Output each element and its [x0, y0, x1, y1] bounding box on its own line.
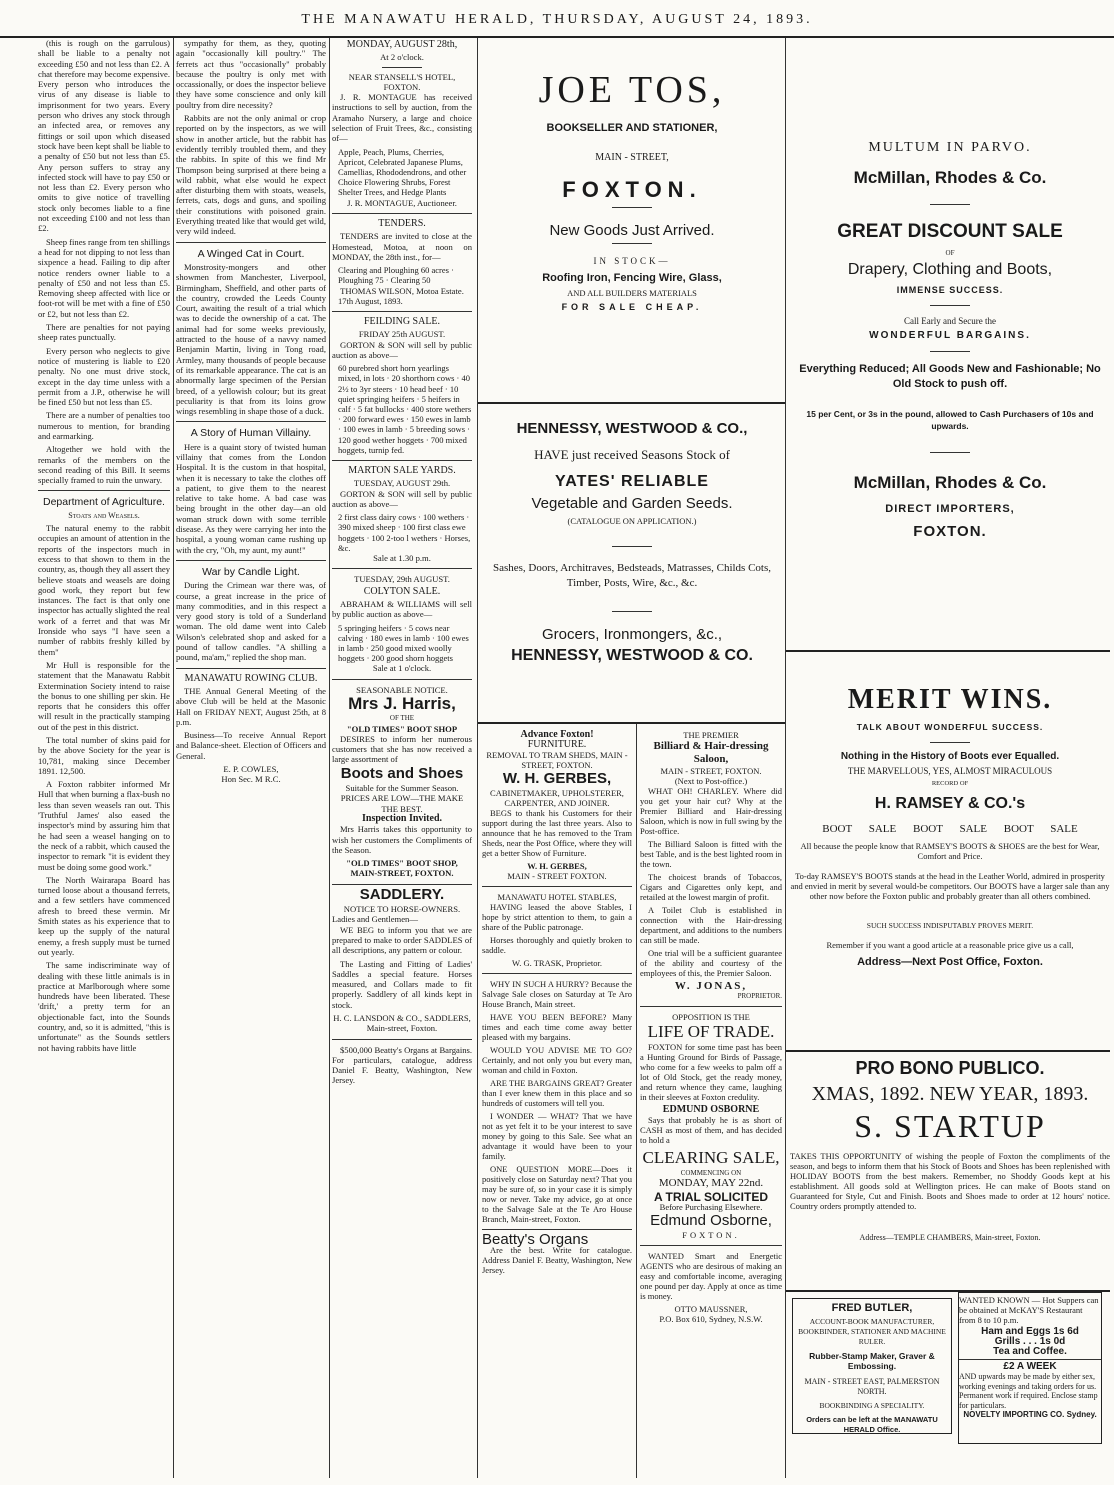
osborne-trial: A TRIAL SOLICITED [654, 1190, 768, 1204]
paragraph: A Toilet Club is established in connection with the Hair-dressing department, and additions to the numbers can still be made. [640, 905, 782, 945]
premier-title: Billiard & Hair-dressing Saloon, [653, 740, 769, 765]
mcmillan-importers: DIRECT IMPORTERS, [885, 503, 1015, 515]
hennessy-goods: Sashes, Doors, Architraves, Bedsteads, Matrasses, Childs Cots, Timber, Posts, Wire, &c., &c. [492, 562, 772, 589]
ramsey-talk: TALK ABOUT WONDERFUL SUCCESS. [856, 722, 1044, 732]
paragraph: Every person who neglects to give notice of mustering is liable to £20 penalty. No one must drive stock, except in the day time unless with a permit from a J.P., otherwise he will be fined £50 but not less than £5. [38, 345, 170, 408]
divider [786, 1050, 1110, 1052]
beatty-title: Beatty's Organs [482, 1231, 589, 1248]
column-2 [176, 38, 326, 1478]
ramsey-proves: SUCH SUCCESS INDISPUTABLY PROVES MERIT. [866, 921, 1034, 930]
feilding-date: FRIDAY 25th AUGUST. [358, 329, 446, 340]
signature-title: Hon Sec. M R.C. [221, 774, 281, 785]
paragraph: One trial will be a sufficient guarantee of the ability and courtesy of the employees of this, the Premier Saloon. [640, 948, 782, 978]
ramsey-title: MERIT WINS. [847, 684, 1053, 715]
joe-tos-cheap: FOR SALE CHEAP. [561, 302, 703, 312]
harris-goods: Boots and Shoes [340, 764, 464, 782]
mcmillan-call: Call Early and Secure the [904, 316, 996, 326]
article-heading: War by Candle Light. [202, 565, 300, 578]
divider [930, 452, 970, 453]
paragraph: Rabbits are not the only animal or crop reported on by the inspectors, as we will show in another article, but the rabbit has evidently terribly troubled them, and they the rabbits. In spite of this we find Mr Thompson being surprised at there being a wild rabbit, what else would he expect after disturbing them with stoats, weasels, ferrets, cats, dogs and guns, and spoiling their constitutions with poisoned grain. Everything treated like that would get wild, very wild indeed. [176, 113, 326, 237]
startup-ad [790, 1058, 1110, 1258]
signature: THOMAS WILSON, Motoa Estate. [340, 285, 464, 296]
harris-prices: PRICES ARE LOW—THE MAKE THE BEST. [340, 793, 464, 814]
paragraph: Mrs Harris takes this opportunity to wish her customers the Compliments of the Season. [332, 824, 472, 855]
paragraph: WHY IN SUCH A HURRY? Because the Salvage Sale closes on Saturday at Te Aro House Branch, Main street. [482, 979, 632, 1009]
ramsey-boot-sale-label: BOOT SALE [913, 823, 987, 835]
paragraph: FOXTON for some time past has been a Hunting Ground for Birds of Passage, who come for a few weeks to palm off a lot of Old Stock, get the ready money, and return whence they came, laughing in their sleeves at Foxton credulity. [640, 1042, 782, 1102]
paragraph: A Foxton rabbiter informed Mr Hull that when burning a flax-bush no less than seven weasels ran out. This 'Truthful James' also eased the inspector's mind by assuring him that he had seen a weasel hanging on to the neck of a rabbit, which caused the inspector to remark "it is evident they must be doing some good work." [38, 779, 170, 872]
paragraph: HAVE YOU BEEN BEFORE? Many times and each time come away better pleased with my bargains. [482, 1012, 632, 1042]
divider [482, 886, 632, 887]
osborne-town: FOXTON. [682, 1230, 740, 1240]
saddlery-notice: NOTICE TO HORSE-OWNERS. [343, 904, 461, 915]
mcmillan-bargains: WONDERFUL BARGAINS. [869, 330, 1031, 341]
colyton-list: 5 springing heifers · 5 cows near calving · 180 ewes in lamb · 100 ewes in lamb · 250 good mixed woolly hoggets · 200 good shorn hoggets [338, 622, 469, 664]
divider [612, 243, 652, 244]
paragraph: Horses thoroughly and quietly broken to saddle. [482, 935, 632, 955]
mcmillan-success: IMMENSE SUCCESS. [896, 285, 1004, 295]
mckay-text-2: AND upwards may be made by either sex, working evenings and taking orders for us. Permanent work if required. Enclose stamp for particulars. [959, 1372, 1098, 1410]
gerbes-name: W. H. GERBES, [502, 770, 612, 787]
paragraph: The same indiscriminate way of dealing with these little animals is in practice at Marlborough where some hundreds have been liberated. These 'drift,' a pretty term for an objectionable fact, into the Sounds country, and, so it is admitted, "this is unfortunate" as the Sounds settlers not having rabbits have little [38, 960, 170, 1053]
paragraph: (this is rough on the garrulous) shall be liable to a penalty not exceeding £50 and not less than £2. A chat therefore may become expensive. Every person who introduces the virus of any disease is liable to imprisonment for two years. Every person who drives any stock through an infected area, or removes any fittings or soil upon which diseased stock have been kept shall be liable to a penalty of £50 but not less than £5. Any person suffers to stray any infected stock will have to pay £50 or not less than £2. Every person who omits to give notice of travelling stock only becomes liable to a fine not exceeding £100 and not less than £2. [38, 38, 170, 234]
mcmillan-discount: 15 per Cent, or 3s in the pound, allowed to Cash Purchasers of 10s and upwards. [806, 409, 1094, 431]
mckay-tea: Tea and Coffee. [993, 1346, 1067, 1357]
ramsey-name: H. RAMSEY & CO.'s [874, 795, 1026, 812]
paragraph: DESIRES to inform her numerous customers that she has now received a large assortment of [332, 733, 472, 765]
gerbes-address: MAIN - STREET FOXTON. [507, 871, 607, 881]
club-title: MANAWATU ROWING CLUB. [184, 672, 318, 684]
article-heading: A Story of Human Villainy. [190, 427, 312, 440]
divider [332, 1039, 472, 1040]
sale-date: MONDAY, AUGUST 28th, [346, 39, 458, 50]
mckay-week: £2 A WEEK [1003, 1361, 1057, 1372]
divider [332, 311, 472, 312]
startup-xmas: XMAS, 1892. NEW YEAR, 1893. [811, 1083, 1089, 1105]
article-heading: A Winged Cat in Court. [197, 247, 305, 260]
divider [382, 67, 422, 68]
premier-address: MAIN - STREET, FOXTON. [660, 766, 762, 776]
divider [612, 546, 652, 547]
hennessy-have: HAVE just received Seasons Stock of [534, 447, 730, 462]
divider [786, 650, 1110, 652]
divider [930, 351, 970, 352]
mcmillan-town: FOXTON. [913, 523, 987, 540]
mcmillan-name: McMillan, Rhodes & Co. [853, 168, 1047, 187]
osborne-clearing: CLEARING SALE, [642, 1148, 780, 1167]
paragraph: The North Wairarapa Board has turned loose about a thousand ferrets, and a few settlers have commenced afresh to breed these vermin. Mr Smith states as his experience that to keep up the supply of the natural enemy, a fresh supply must be turned out yearly. [38, 874, 170, 957]
premier-proprietor: PROPRIETOR. [737, 992, 782, 1000]
tenders-title: TENDERS. [378, 217, 426, 229]
column-3 [332, 38, 472, 1478]
osborne-date: MONDAY, MAY 22nd. [658, 1177, 764, 1189]
mcmillan-goods: Drapery, Clothing and Boots, [847, 261, 1053, 278]
paragraph: WOULD YOU ADVISE ME TO GO? Certainly, and not only you but every man, woman and child in Foxton. [482, 1045, 632, 1075]
ramsey-ad [790, 684, 1110, 1044]
paragraph: During the Crimean war there was, of course, a great increase in the price of many commodities, and in this respect a very good story is told of a Sunderland woman. The old dame went into Caleb Wilson's celebrated shop and asked for a pound of tallow candles. "A shilling a pound, ma'am," replied the shop man. [176, 580, 326, 663]
marton-title: MARTON SALE YARDS. [348, 465, 456, 477]
startup-name: S. STARTUP [854, 1108, 1046, 1144]
paragraph: Altogether we hold with the remarks of the members on the second reading of this Bill. It seems specially framed to ruin the unwary. [38, 444, 170, 486]
marton-list: 2 first class dairy cows · 100 wethers · 390 mixed sheep · 100 first class ewe hoggets · 100 2-too l wethers · Horses, &c. [338, 512, 471, 553]
hennessy-ad [482, 420, 782, 720]
column-4b [640, 730, 782, 1480]
paragraph: J. R. MONTAGUE has received instructions to sell by auction, from the Aramaho Nursery, a large and choice selection of Fruit Trees, &c., consisting of— [332, 92, 472, 144]
divider [930, 742, 970, 743]
column-4a [482, 730, 632, 1480]
osborne-life: LIFE OF TRADE. [647, 1022, 775, 1041]
premier-sign: W. JONAS, [674, 980, 748, 992]
hennessy-name: HENNESSY, WESTWOOD & CO., [516, 420, 748, 437]
divider [930, 204, 970, 205]
stables-sign: W. G. TRASK, Proprietor. [512, 958, 602, 968]
butler-address: MAIN - STREET EAST, PALMERSTON NORTH. [804, 1377, 940, 1396]
column-rule [477, 38, 478, 1478]
sale-list: Apple, Peach, Plums, Cherries, Apricot, Celebrated Japanese Plums, Camellias, Rhododendrons, and other Choice Flowering Shrubs, Forest Shelter Trees, and Hedge Plants [338, 146, 467, 198]
ramsey-boot-sale-label: BOOT SALE [1003, 823, 1078, 835]
divider [332, 568, 472, 569]
paragraph: There are a number of penalties too numerous to mention, for branding and earmarking. [38, 410, 170, 441]
hennessy-catalogue: (CATALOGUE ON APPLICATION.) [567, 516, 697, 526]
divider [612, 207, 652, 208]
paragraph: The natural enemy to the rabbit occupies an amount of attention in the reports of the inspectors much in excess to that shown to them in the country, as, though they all assert they believe stoats and weasels are doing good work, they report but few instances. The fact is that only one inspector has actually slighted the real work of a ferret and that was Mr Ironside who says "I have seen a number of rabbits freshly killed by them" [38, 523, 170, 657]
ramsey-nothing: Nothing in the History of Boots ever Equalled. [840, 751, 1060, 762]
divider [482, 1229, 632, 1230]
column-rule [785, 38, 786, 1478]
divider [478, 402, 785, 404]
butler-stamp: Rubber-Stamp Maker, Graver & Embossing. [809, 1351, 935, 1371]
sale-place: NEAR STANSELL'S HOTEL, FOXTON. [348, 71, 456, 92]
butler-special: BOOKBINDING A SPECIALITY. [819, 1401, 925, 1410]
tenders-date: 17th August, 1893. [338, 295, 403, 306]
paragraph: GORTON & SON will sell by public auction as above— [332, 488, 472, 509]
ramsey-record: RECORD OF [931, 780, 969, 787]
ramsey-marvellous: THE MARVELLOUS, YES, ALMOST MIRACULOUS [847, 766, 1053, 776]
mcmillan-sale: GREAT DISCOUNT SALE [837, 221, 1063, 242]
divider [332, 884, 472, 885]
paragraph: GORTON & SON will sell by public auction as above— [332, 339, 472, 360]
osborne-sign: Edmund Osborne, [650, 1212, 772, 1229]
ramsey-today: To-day RAMSEY'S BOOTS stands at the head in the Leather World, admired in prosperity and envied in merit by several would-be competitors. Our BOOTS have a larger sale than any other now before the Foxton public and probably greater than all others combined. [790, 871, 1110, 901]
mcmillan-ad [790, 140, 1110, 620]
colyton-date: TUESDAY, 29th AUGUST. [354, 574, 450, 585]
divider [176, 668, 326, 669]
harris-name: Mrs J. Harris, [348, 693, 456, 713]
premier-next: (Next to Post-office.) [674, 776, 748, 786]
colyton-title: COLYTON SALE. [363, 585, 441, 597]
ramsey-remember: Remember if you want a good article at a reasonable price give us a call, [826, 940, 1074, 950]
joe-tos-builders: AND ALL BUILDERS MATERIALS [567, 288, 697, 298]
paragraph: TENDERS are invited to close at the Homestead, Motoa, at noon on MONDAY, the 28th inst., for— [332, 231, 472, 262]
divider [38, 490, 170, 491]
paragraph: THE Annual General Meeting of the above Club will be held at the Masonic Hall on FRIDAY NEXT, August 25th, at 8 p.m. [176, 685, 326, 727]
saddlery-greeting: Ladies and Gentlemen— [332, 914, 418, 925]
harris-shop: "OLD TIMES" BOOT SHOP [346, 723, 458, 734]
divider [332, 679, 472, 680]
sale-time: At 2 o'clock. [380, 52, 424, 63]
osborne-before: Before Purchasing Elsewhere. [659, 1202, 763, 1212]
column-1 [38, 38, 170, 1478]
divider [332, 213, 472, 214]
paragraph: Monstrosity-mongers and other showmen from Manchester, Liverpool, Birmingham, Sheffield, and other parts of the country, crowded the Leeds County Court, awaiting the result of a trial which was to decide the ownership of a cat. The animal had for some weeks previously, attracted to the house of a navvy named Benjamin Martin, living in Tong road, Armley, many thousands of people because of its remarkable appearance. The cat is an abnormally large specimen of the Persian breed, of a yellowish colour; but its great peculiarity is that from its loins grow wings resembling in shape those of a duck. [176, 261, 326, 417]
colyton-time: Sale at 1 o'clock. [372, 663, 432, 674]
divider [176, 421, 326, 422]
paragraph: ARE THE BARGAINS GREAT? Greater than I ever knew them in this place and so hundreds of customers will tell you. [482, 1078, 632, 1108]
premier-the: THE PREMIER [683, 730, 739, 740]
paragraph: sympathy for them, as they, quoting again "occasionally kill poultry." The ferrets act thus "occasionally" probably because the poultry is only met with occassionally, or does the inspector believe they have some conscience and only kill poultry from dire necessity? [176, 38, 326, 110]
joe-tos-stock: IN STOCK— [593, 256, 671, 266]
article-subheading: Stoats and Weasels. [68, 510, 140, 520]
saddlery-title: SADDLERY. [359, 885, 445, 903]
divider [640, 1006, 782, 1007]
paragraph: HAVING leased the above Stables, I hope by strict attention to them, to gain a share of the Public patronage. [482, 902, 632, 932]
divider [959, 1359, 1101, 1360]
harris-suit: Suitable for the Summer Season. [345, 783, 459, 794]
butler-name: FRED BUTLER, [831, 1302, 913, 1314]
startup-text: TAKES THIS OPPORTUNITY of wishing the people of Foxton the compliments of the season, and begs to inform them that his Stock of Boots and Shoes has been replenished with HOLIDAY BOOTS from the best makers. Remember, no Shoddy Goods kept at his establishment. All goods sold at Wellington prices. He can make of Boots stand on Guaranteed for Style, Cut and Finish. Boots and Shoes made to order at 12 hours' notice. Country orders promptly attended to. [790, 1151, 1110, 1211]
mckay-ham: Ham and Eggs 1s 6d [981, 1326, 1079, 1337]
paragraph: $500,000 Beatty's Organs at Bargains. For particulars, catalogue, address Daniel F. Beatty, Washington, New Jersey. [332, 1044, 472, 1086]
startup-address: Address—TEMPLE CHAMBERS, Main-street, Foxton. [859, 1233, 1041, 1242]
joe-tos-ad [482, 48, 782, 408]
hennessy-name-2: HENNESSY, WESTWOOD & CO. [511, 647, 753, 664]
paragraph: BEGS to thank his Customers for their support during the last three years. Also to announce that he has removed to the Tram Sheds, near the Post Office, where they will get a better Show of Furniture. [482, 808, 632, 858]
hennessy-yates: YATES' RELIABLE [555, 473, 709, 490]
gerbes-trade: CABINETMAKER, UPHOLSTERER, CARPENTER, AND JOINER. [490, 788, 624, 808]
paragraph: Business—To receive Annual Report and Balance-sheet. Election of Officers and General. [176, 730, 326, 761]
gerbes-advance: Advance Foxton! [520, 730, 594, 740]
hennessy-grocers: Grocers, Ironmongers, &c., [541, 626, 723, 643]
harris-notice: SEASONABLE NOTICE. [356, 684, 448, 695]
butler-ad [792, 1298, 952, 1434]
ramsey-boot-sale [790, 823, 1110, 835]
paragraph: The Lasting and Fitting of Ladies' Saddles a special feature. Horses measured, and Collars made to fit properly. Saddlery of all kinds kept in stock. [332, 958, 472, 1010]
gerbes-furniture: FURNITURE. [527, 739, 587, 750]
hennessy-seeds: Vegetable and Garden Seeds. [531, 495, 733, 512]
mcmillan-reduced: Everything Reduced; All Goods New and Fashionable; No Old Stock to push off. [799, 363, 1101, 390]
paragraph: The total number of skins paid for by the above Society for the year is 10,781, making since December 1891. 12,500. [38, 735, 170, 776]
butler-trade: ACCOUNT-BOOK MANUFACTURER, BOOKBINDER, STATIONER AND MACHINE RULER. [798, 1317, 946, 1346]
joe-tos-name: JOE TOS, [538, 69, 726, 111]
tenders-items: Clearing and Ploughing 60 acres · Ploughing 75 · Clearing 50 [338, 265, 454, 286]
mckay-grills: Grills . . . 1s 0d [994, 1336, 1066, 1347]
paragraph: Here is a quaint story of twisted human villainy that comes from the London Hospital. It is the custom in that hospital, when it is necessary to take the clothes off a patient, to give them to the nearest relative to take home. A bad case was being brought in the other day—an old woman struck down with some terrible disease. As they were carrying her into the hospital, a young woman came rushing up with the cry, "Oh, my aunt, my aunt!" [176, 441, 326, 555]
article-heading: Department of Agriculture. [43, 496, 165, 509]
joe-tos-street: MAIN - STREET, [595, 152, 669, 163]
butler-orders: Orders can be left at the MANAWATU HERALD Office. [806, 1415, 938, 1434]
divider [176, 560, 326, 561]
mcmillan-of: OF [945, 249, 955, 257]
masthead: THE MANAWATU HERALD, THURSDAY, AUGUST 24, 1893. [0, 0, 1114, 38]
joe-tos-town: FOXTON. [562, 177, 702, 202]
paragraph: The choicest brands of Tobaccos, Cigars and Cigarettes only kept, and retailed at the lowest margin of profit. [640, 872, 782, 902]
divider [332, 460, 472, 461]
paragraph: Mr Hull is responsible for the statement that the Manawatu Rabbit Extermination Society intend to raise the bonus to one shilling per skin. He reports that he considers this offer will result in the practically stamping out of the pest in this district. [38, 659, 170, 732]
stables-title: MANAWATU HOTEL STABLES, [497, 892, 617, 902]
gerbes-sign: W. H. GERBES, [527, 861, 587, 871]
divider [478, 722, 785, 724]
paragraph: I WONDER — WHAT? That we have not as yet felt it to be your interest to save money by going to this Sale. See what an advantage it would have been to your family. [482, 1111, 632, 1161]
gerbes-removal: REMOVAL TO TRAM SHEDS, MAIN - STREET, FOXTON. [486, 750, 628, 770]
paragraph: The Billiard Saloon is fitted with the best Table, and is the best lighted room in the town. [640, 839, 782, 869]
paragraph: ABRAHAM & WILLIAMS will sell by public auction as above— [332, 598, 472, 620]
mckay-text: WANTED KNOWN — Hot Suppers can be obtained at McKAY'S Restaurant from 8 to 10 p.m. [959, 1295, 1099, 1325]
harris-of: OF THE [389, 714, 415, 723]
paragraph: Are the best. Write for catalogue. Address Daniel F. Beatty, Washington, New Jersey. [482, 1245, 632, 1275]
osborne-name: EDMUND OSBORNE [662, 1104, 760, 1115]
saddlery-sign: H. C. LANSDON & CO., SADDLERS, Main-street, Foxton. [333, 1013, 471, 1034]
divider [482, 973, 632, 974]
marton-time: Sale at 1.30 p.m. [373, 553, 431, 564]
feilding-list: 60 purebred short horn yearlings mixed, in lots · 20 shorthorn cows · 40 2½ to 3yr steers · 10 head beef · 10 quiet springing heifers · 5 heifers in calf · 5 fat bullocks · 400 store wethers · 200 forward ewes · 150 ewes in lamb · 100 ewes in lamb · 5 breeding sows · 120 good wether hoggets · 700 mixed hoggets, turnip fed. [338, 363, 472, 455]
mckay-novelty: NOVELTY IMPORTING CO. Sydney. [963, 1410, 1097, 1419]
paragraph: WE BEG to inform you that we are prepared to make to order SADDLES of all descriptions, any pattern or colour. [332, 924, 472, 956]
joe-tos-trade: BOOKSELLER AND STATIONER, [546, 122, 718, 134]
column-rule [173, 38, 174, 1478]
feilding-title: FEILDING SALE. [363, 316, 441, 328]
mcmillan-motto: MULTUM IN PARVO. [868, 140, 1032, 155]
mcmillan-name-2: McMillan, Rhodes & Co. [853, 473, 1047, 492]
osborne-commencing: COMMENCING ON [680, 1169, 742, 1177]
paragraph: ONE QUESTION MORE—Does it positively close on Saturday next? That you may be sure of, so in your case it is simply now or never. Take my advice, go at once to the Salvage Sale at the Te Aro House Branch, Main-street, Foxton. [482, 1164, 632, 1224]
joe-tos-items: Roofing Iron, Fencing Wire, Glass, [542, 272, 722, 284]
ramsey-address: Address—Next Post Office, Foxton. [857, 956, 1043, 968]
wanted-sign: OTTO MAUSSNER, [674, 1304, 748, 1314]
paragraph: WHAT OH! CHARLEY. Where did you get your hair cut? Why at the Premier Billiard and Hair-dressing Saloon, which is now in full swing by the Post-office. [640, 786, 782, 836]
divider [176, 242, 326, 243]
ramsey-boot-sale-label: BOOT SALE [822, 823, 897, 835]
osborne-opp: OPPOSITION IS THE [672, 1012, 750, 1022]
wanted-address: P.O. Box 610, Sydney, N.S.W. [659, 1314, 763, 1324]
paragraph: There are penalties for not paying sheep rates punctually. [38, 322, 170, 343]
startup-pro: PRO BONO PUBLICO. [855, 1058, 1045, 1078]
paragraph: Sheep fines range from ten shillings a head for not dipping to not less than sixpence a head. Failing to dip after notice renders owner liable to a penalty of £50 and not less than £5. Removing sheep affected with lice or foot-rot will be met with a fine of £50 or £2, but not less than £2. [38, 236, 170, 319]
signature: E. P. COWLES, [223, 764, 279, 774]
marton-date: TUESDAY, AUGUST 29th. [353, 478, 451, 489]
ramsey-because: All because the people know that RAMSEY'S BOOTS & SHOES are the best for Wear, Comfort and Price. [800, 841, 1100, 861]
paragraph: Says that probably he is as short of CASH as most of them, and has decided to hold a [640, 1115, 782, 1145]
divider [640, 1245, 782, 1246]
harris-address: "OLD TIMES" BOOT SHOP, MAIN-STREET, FOXTON. [346, 858, 458, 879]
paragraph: WANTED Smart and Energetic AGENTS who are desirous of making an easy and comfortable income, averaging one pound per day. Apply at once as time is money. [640, 1251, 782, 1301]
harris-invite: Inspection Invited. [361, 812, 442, 824]
mckay-ad [958, 1292, 1102, 1444]
column-rule [636, 724, 637, 1478]
signature: J. R. MONTAGUE, Auctioneer. [347, 197, 457, 208]
divider [930, 305, 970, 306]
joe-tos-new: New Goods Just Arrived. [549, 222, 715, 239]
divider [612, 611, 652, 612]
column-rule [329, 38, 330, 1478]
